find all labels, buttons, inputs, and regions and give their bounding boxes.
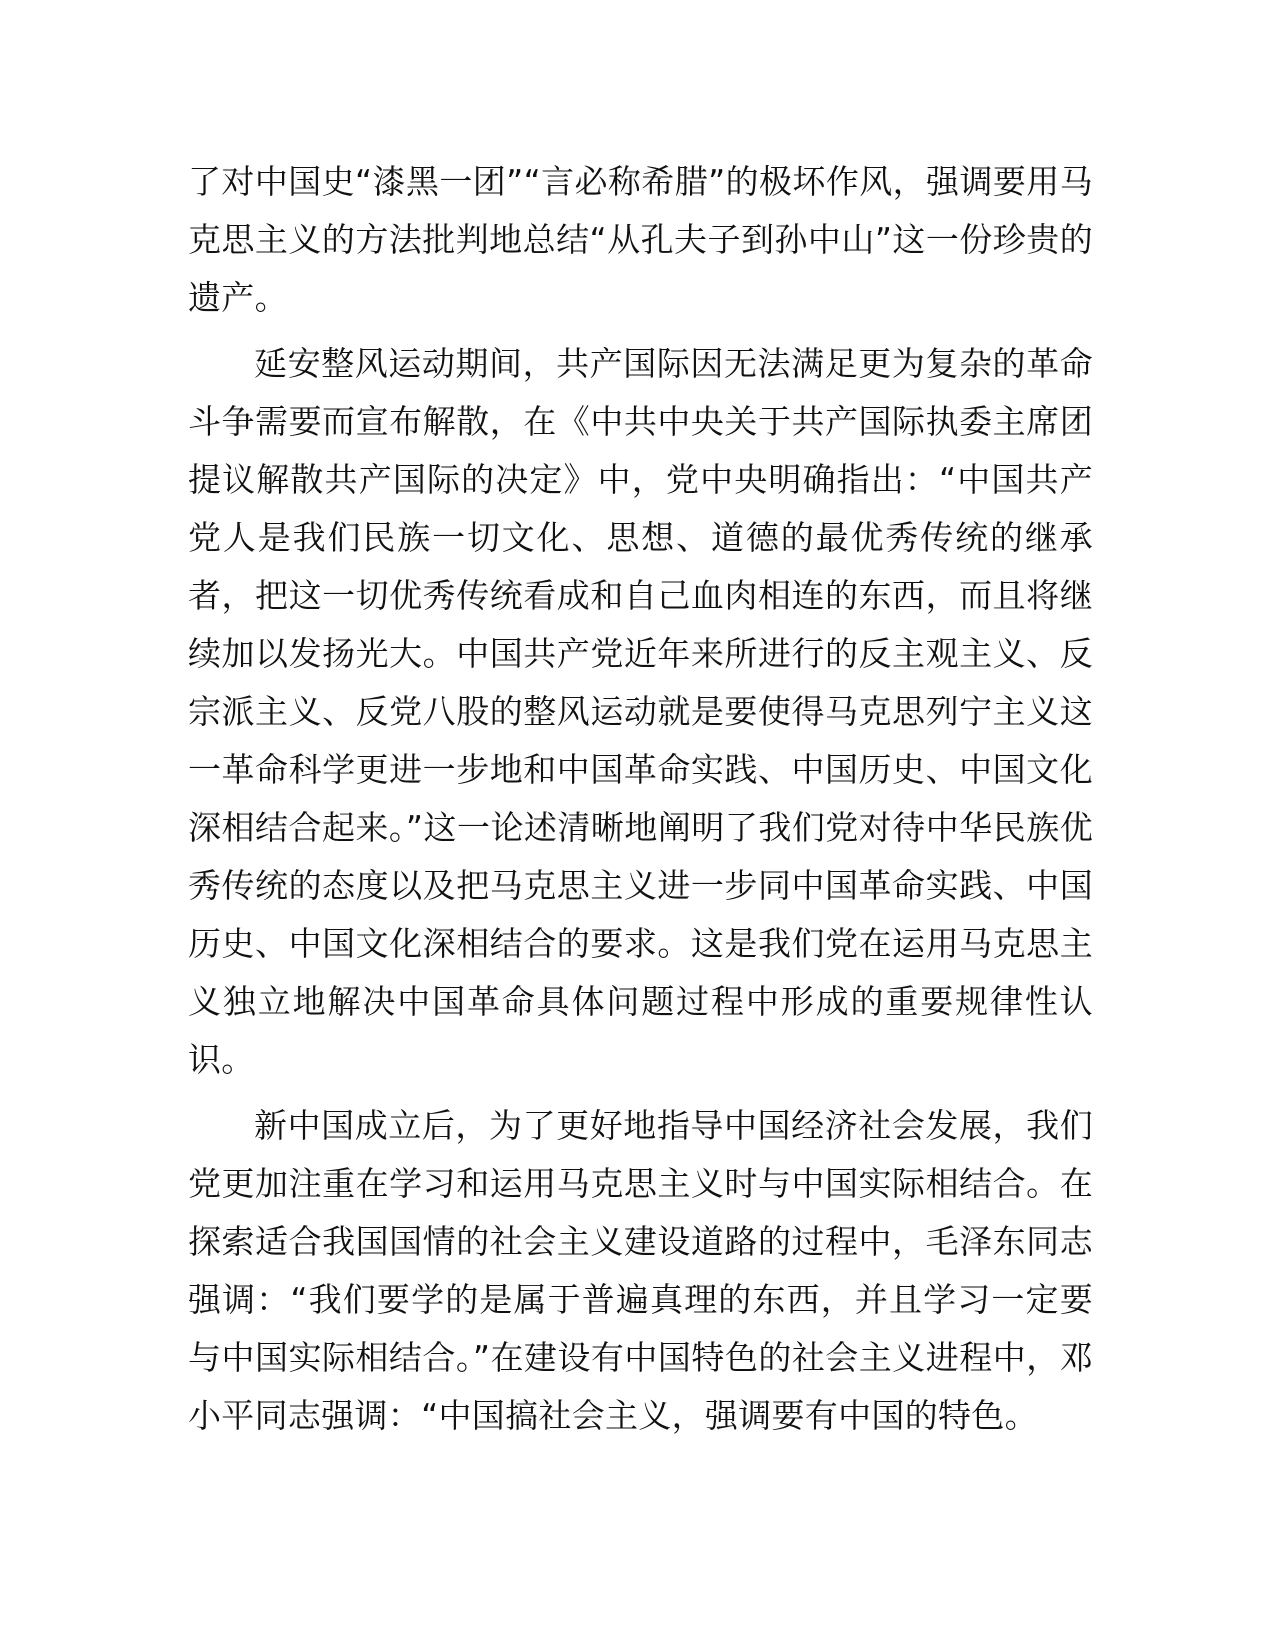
body-text: [188, 153, 1093, 1453]
paragraph-3: 新中国成立后，为了更好地指导中国经济社会发展，我们党更加注重在学习和运用马克思主义时与中国实际相结合。在探索适合我国国情的社会主义建设道路的过程中，毛泽东同志强调：“我们要学的是属于普遍真理的东西，并且学习一定要与中国实际相结合。”在建设有中国特色的社会主义进程中，邓小平同志强调：“中国搞社会主义，强调要有中国的特色。: [188, 1106, 1093, 1435]
paragraph-2: 延安整风运动期间，共产国际因无法满足更为复杂的革命斗争需要而宣布解散，在《中共中央关于共产国际执委主席团提议解散共产国际的决定》中，党中央明确指出：“中国共产党人是我们民族一切文化、思想、道德的最优秀传统的继承者，把这一切优秀传统看成和自己血肉相连的东西，而且将继续加以发扬光大。中国共产党近年来所进行的反主观主义、反宗派主义、反党八股的整风运动就是要使得马克思列宁主义这一革命科学更进一步地和中国革命实践、中国历史、中国文化深相结合起来。”这一论述清晰地阐明了我们党对待中华民族优秀传统的态度以及把马克思主义进一步同中国革命实践、中国历史、中国文化深相结合的要求。这是我们党在运用马克思主义独立地解决中国革命具体问题过程中形成的重要规律性认识。: [188, 344, 1093, 1079]
paragraph-1: 了对中国史“漆黑一团”“言必称希腊”的极坏作风，强调要用马克思主义的方法批判地总结“从孔夫子到孙中山”这一份珍贵的遗产。: [188, 162, 1093, 317]
